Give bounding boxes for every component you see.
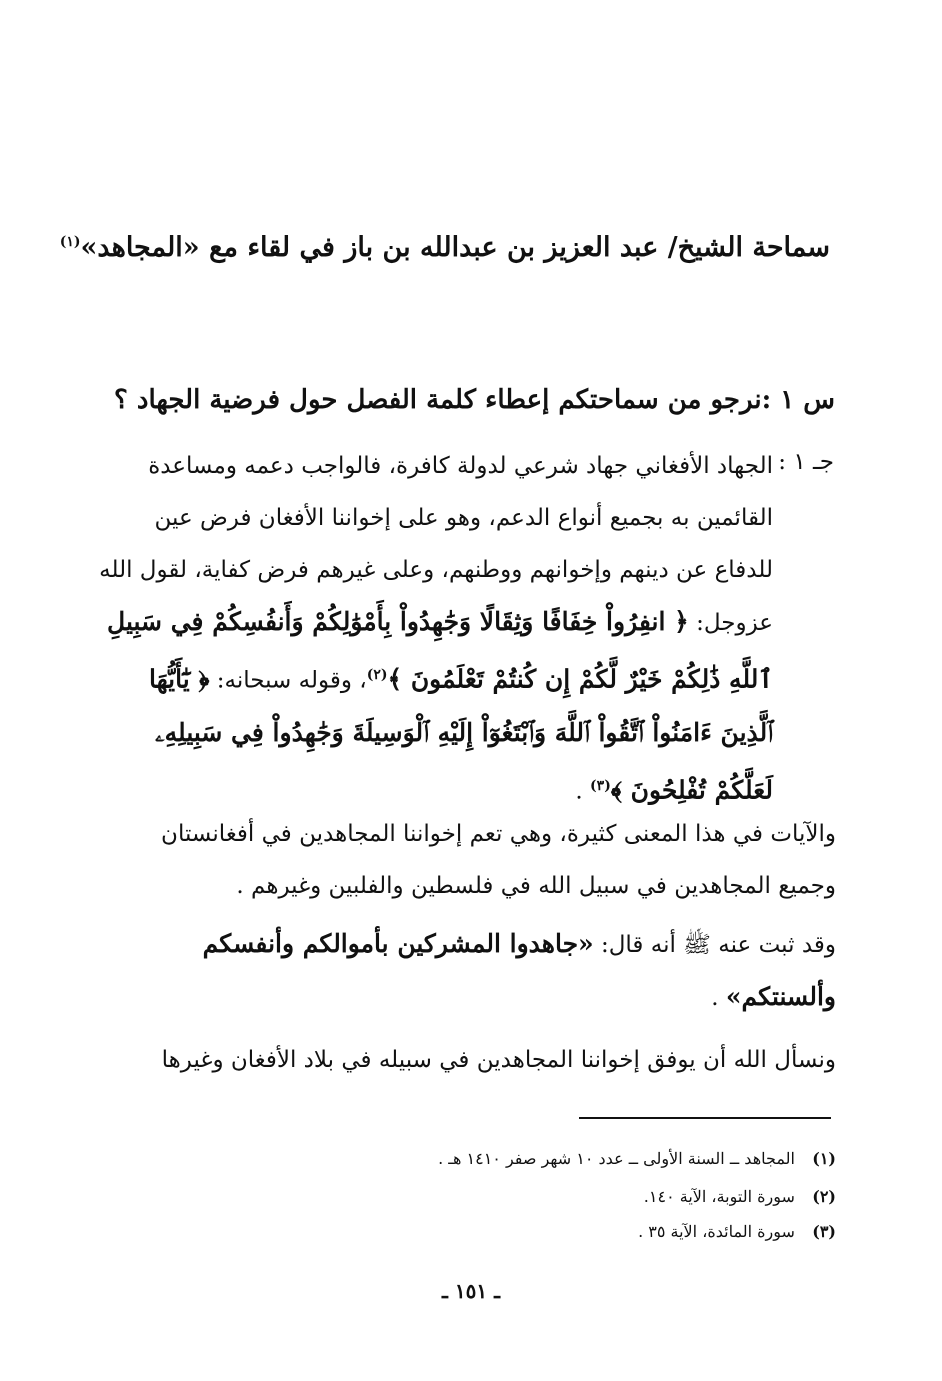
hadith-quote: «جاهدوا المشركين بأموالكم وأنفسكم وألسنتكم» <box>202 929 836 1011</box>
answer-end: . <box>575 778 591 805</box>
heading-text: سماحة الشيخ/ عبد العزيز بن عبدالله بن باز في لقاء مع «المجاهد» <box>80 232 830 263</box>
paragraph-2-end: . <box>711 985 726 1011</box>
page-heading <box>59 222 830 268</box>
footnote-2 <box>96 1184 836 1210</box>
answer-body <box>96 440 773 817</box>
footnote-3 <box>96 1219 836 1245</box>
footnote-3-number: (٣) <box>812 1222 836 1241</box>
paragraph-1: والآيات في هذا المعنى كثيرة، وهي تعم إخواننا المجاهدين في أفغانستان وجميع المجاهدين في سبيل الله في فلسطين والفلبين وغيرهم . <box>161 821 836 899</box>
answer-intro: الجهاد الأفغاني جهاد شرعي لدولة كافرة، فالواجب دعمه ومساعدة القائمين به بجميع أنواع الدعم، وهو على إخواننا الأفغان فرض عين للدفاع عن دينهم وإخوانهم ووطنهم، وعلى غيرهم فرض كفاية، لقول الله عزوجل: <box>99 453 773 636</box>
page-number: ـ ١٥١ ـ <box>442 1279 500 1303</box>
paragraph-2-start: وقد ثبت عنه ﷺ أنه قال: <box>593 932 836 958</box>
quran-verse-1: ﴿ انفِرُواْ خِفَافًا وَثِقَالًا وَجَٰهِدُواْ بِأَمْوَٰلِكُمْ وَأَنفُسِكُمْ فِي سَبِيلِ ٱللَّهِ ذَٰلِكُمْ خَيْرٌ لَّكُمْ إِن كُنتُمْ تَعْلَمُونَ ﴾ <box>107 607 773 694</box>
answer-connector: ، وقوله سبحانه: <box>209 667 367 694</box>
footnote-1-text: المجاهد ــ السنة الأولى ــ عدد ١٠ شهر صفر ١٤١٠ هـ . <box>438 1149 795 1168</box>
answer-marker: جـ ١ : <box>778 449 834 475</box>
footnote-1 <box>96 1146 836 1172</box>
footnote-1-number: (١) <box>812 1149 836 1168</box>
paragraph-3: ونسأل الله أن يوفق إخواننا المجاهدين في سبيله في بلاد الأفغان وغيرها <box>161 1047 836 1073</box>
heading-footnote-ref: (١) <box>59 234 81 250</box>
footnote-ref-3: (٣) <box>590 777 611 794</box>
footnote-2-number: (٢) <box>812 1187 836 1206</box>
footnote-3-text: سورة المائدة، الآية ٣٥ . <box>638 1222 795 1241</box>
question: س ١ :نرجو من سماحتكم إعطاء كلمة الفصل حول فرضية الجهاد ؟ <box>114 385 835 415</box>
footnote-2-text: سورة التوبة، الآية ١٤٠. <box>643 1187 795 1206</box>
quran-verse-2: ﴿ يَٰٓأَيُّهَا ٱلَّذِينَ ءَامَنُواْ ٱتَّقُواْ ٱللَّهَ وَٱبْتَغُوٓاْ إِلَيْهِ ٱلْوَسِيلَةَ وَجَٰهِدُواْ فِي سَبِيلِهِۦ لَعَلَّكُمْ تُفْلِحُونَ ﴾ <box>149 664 773 805</box>
footnote-divider <box>579 1117 831 1119</box>
footnote-ref-2: (٢) <box>366 667 388 683</box>
paragraph-2 <box>96 918 836 1024</box>
